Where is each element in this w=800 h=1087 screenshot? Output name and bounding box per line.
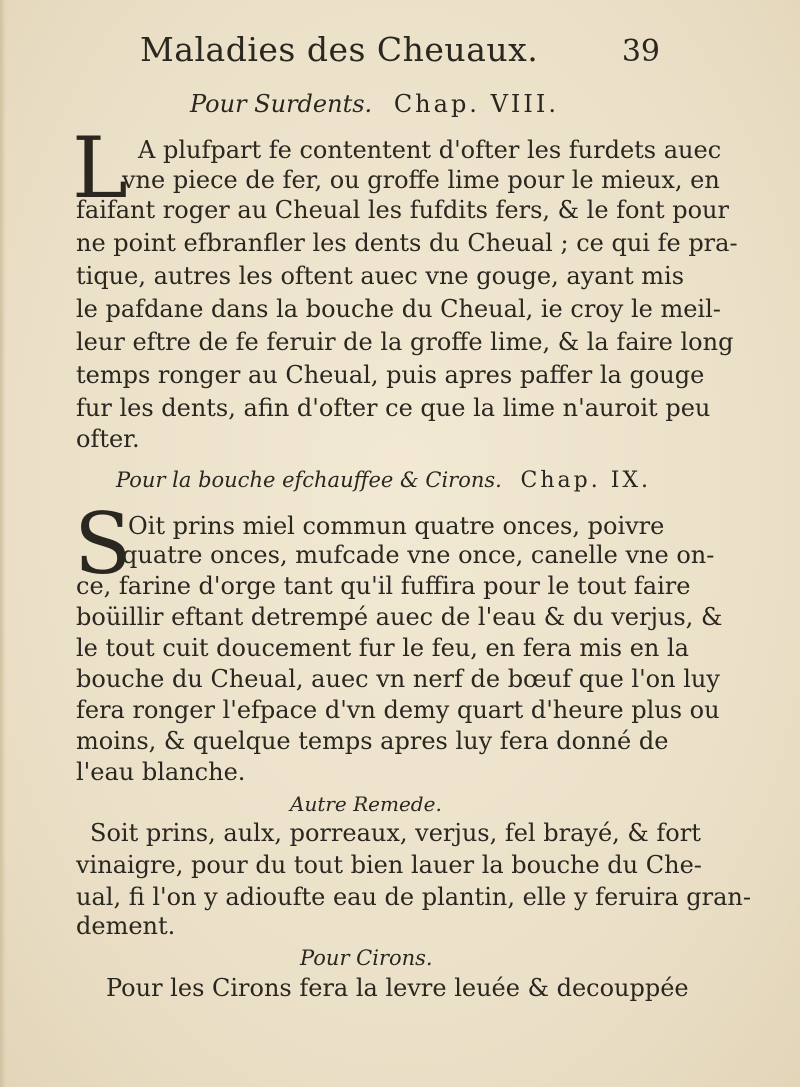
text-line: temps ronger au Cheual, puis apres paffer la gouge bbox=[76, 361, 705, 389]
chapter-heading-9 bbox=[116, 466, 651, 495]
text-line: bouche du Cheual, auec vn nerf de bœuf que l'on luy bbox=[76, 665, 720, 693]
text-line: ne point efbranfler les dents du Cheual ; ce qui fe pra- bbox=[76, 229, 738, 257]
text-line: boüillir eftant detrempé auec de l'eau & du verjus, & bbox=[76, 603, 723, 631]
text-line: faifant roger au Cheual les fufdits fers, & le font pour bbox=[76, 196, 729, 224]
drop-cap: S bbox=[74, 495, 132, 593]
page-number: 39 bbox=[621, 34, 660, 69]
text-line: Pour les Cirons fera la levre leuée & decouppée bbox=[106, 974, 689, 1002]
text-line: A plufpart fe contentent d'ofter les furdets auec bbox=[138, 136, 722, 164]
text-line: Soit prins, aulx, porreaux, verjus, fel brayé, & fort bbox=[90, 819, 701, 847]
text-line: moins, & quelque temps apres luy fera donné de bbox=[76, 727, 669, 755]
text-line: fera ronger l'efpace d'vn demy quart d'heure plus ou bbox=[76, 696, 720, 724]
text-line: l'eau blanche. bbox=[76, 758, 246, 786]
text-line: dement. bbox=[76, 912, 176, 940]
text-line: ofter. bbox=[76, 425, 140, 453]
text-line: quatre onces, mufcade vne once, canelle vne on- bbox=[122, 541, 715, 569]
text-line: leur eftre de fe feruir de la groffe lime, & la faire long bbox=[76, 328, 734, 356]
section-heading: Autre Remede. bbox=[290, 792, 442, 816]
chapter-number: Chap. IX. bbox=[520, 468, 652, 493]
text-line: le tout cuit doucement fur le feu, en fera mis en la bbox=[76, 634, 689, 662]
chapter-heading-italic: Pour la bouche efchauffee & Cirons. bbox=[116, 468, 502, 492]
text-line: vinaigre, pour du tout bien lauer la bouche du Che- bbox=[76, 851, 702, 879]
text-line: vne piece de fer, ou groffe lime pour le mieux, en bbox=[122, 166, 720, 194]
running-header bbox=[140, 30, 660, 70]
text-line: Oit prins miel commun quatre onces, poivre bbox=[128, 512, 665, 540]
text-line: fur les dents, afin d'ofter ce que la lime n'auroit peu bbox=[76, 394, 711, 422]
text-line: ual, fi l'on y adioufte eau de plantin, elle y feruira gran- bbox=[76, 883, 751, 911]
chapter-heading-8 bbox=[190, 90, 559, 118]
chapter-heading-italic: Pour Surdents. bbox=[190, 90, 373, 118]
drop-cap: L bbox=[72, 119, 128, 217]
section-heading: Pour Cirons. bbox=[300, 946, 433, 970]
chapter-number: Chap. VIII. bbox=[393, 90, 559, 118]
text-line: ce, farine d'orge tant qu'il fuffira pour le tout faire bbox=[76, 572, 691, 600]
text-line: tique, autres les oftent auec vne gouge, ayant mis bbox=[76, 262, 685, 290]
text-line: le pafdane dans la bouche du Cheual, ie croy le meil- bbox=[76, 295, 721, 323]
running-title: Maladies des Cheuaux. bbox=[140, 30, 539, 69]
